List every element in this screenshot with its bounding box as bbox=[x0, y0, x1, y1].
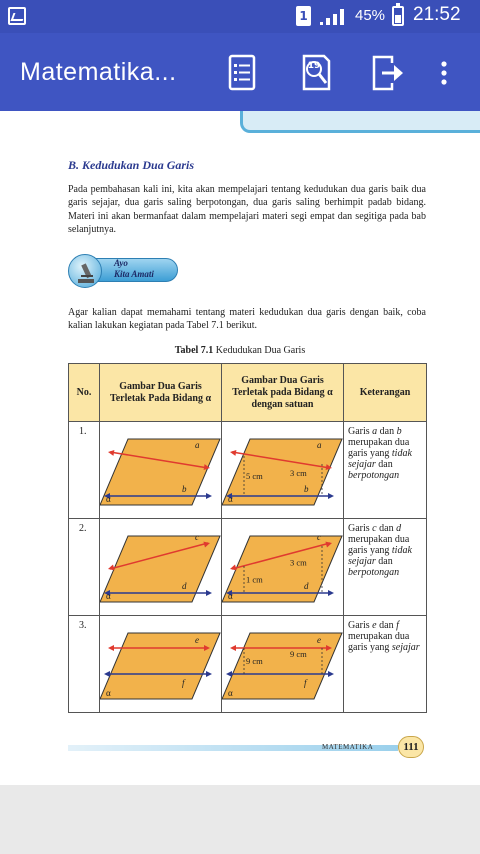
line-label: b bbox=[182, 484, 187, 494]
plane-label: α bbox=[228, 688, 233, 698]
microscope-icon bbox=[68, 254, 102, 288]
description-cell bbox=[344, 616, 427, 713]
description-text: Garis bbox=[348, 620, 373, 631]
header-figure: Gambar Dua Garis Terletak Pada Bidang α bbox=[100, 364, 222, 422]
sim-slot-icon: 1 bbox=[296, 6, 311, 26]
plane-alpha bbox=[100, 439, 220, 505]
page-footer bbox=[68, 743, 426, 753]
arrow-head bbox=[206, 671, 212, 677]
plane-alpha bbox=[222, 439, 342, 505]
table-row bbox=[69, 616, 427, 713]
figure-cell-units bbox=[222, 422, 344, 519]
ayo-line1: Ayo bbox=[114, 258, 128, 268]
table-header-row bbox=[69, 364, 427, 422]
line-label: a bbox=[317, 440, 322, 450]
figure-cell bbox=[100, 616, 222, 713]
description-text: merupakan dua garis yang bbox=[348, 534, 410, 556]
description-text: sejajar bbox=[391, 642, 420, 653]
description-text: f bbox=[396, 620, 399, 631]
page-header-band bbox=[240, 111, 480, 133]
plane-label: α bbox=[106, 494, 111, 504]
parallelogram-figure bbox=[222, 422, 344, 519]
arrow-head bbox=[206, 493, 212, 499]
figure-cell-units bbox=[222, 616, 344, 713]
line-label: b bbox=[304, 484, 309, 494]
plane-alpha bbox=[222, 633, 342, 699]
description-cell bbox=[344, 519, 427, 616]
document-page[interactable] bbox=[0, 111, 480, 785]
plane-alpha bbox=[222, 536, 342, 602]
description-cell bbox=[344, 422, 427, 519]
clock: 21:52 bbox=[413, 4, 461, 25]
row-number: 1. bbox=[69, 422, 100, 519]
parallelogram-figure bbox=[100, 616, 222, 713]
arrow-head bbox=[230, 645, 236, 651]
description-text: Garis bbox=[348, 523, 373, 534]
parallelogram-figure bbox=[222, 616, 344, 713]
plane-label: α bbox=[106, 591, 111, 601]
description-text: dan bbox=[376, 523, 397, 534]
description-text: dan bbox=[375, 459, 393, 470]
description-text: tidak sejajar bbox=[348, 448, 412, 470]
row-number: 2. bbox=[69, 519, 100, 616]
header-keterangan: Keterangan bbox=[344, 364, 427, 422]
description-text: berpotongan bbox=[348, 470, 400, 481]
arrow-head bbox=[206, 590, 212, 596]
app-bar bbox=[0, 33, 480, 111]
line-label: f bbox=[182, 678, 185, 688]
arrow-head bbox=[328, 590, 334, 596]
status-bar bbox=[0, 0, 480, 33]
row-number: 3. bbox=[69, 616, 100, 713]
description-text: berpotongan bbox=[348, 567, 400, 578]
signal-icon bbox=[320, 8, 348, 26]
description-text: c bbox=[372, 523, 377, 534]
activity-paragraph: Agar kalian dapat memahami tentang materi kedudukan dua garis dengan baik, coba kalian lakukan kegiatan pada Tabel 7.1 berikut. bbox=[68, 307, 426, 332]
description-text: dan bbox=[375, 556, 393, 567]
description-text: dan bbox=[377, 426, 397, 437]
table-row bbox=[69, 519, 427, 616]
figure-cell bbox=[100, 519, 222, 616]
line-label: e bbox=[317, 635, 321, 645]
description-text: dan bbox=[376, 620, 397, 631]
table-of-contents-button[interactable] bbox=[222, 53, 262, 93]
arrow-head bbox=[328, 671, 334, 677]
line-label: a bbox=[195, 440, 200, 450]
ayo-kita-amati-badge bbox=[68, 254, 178, 288]
battery-percent: 45% bbox=[355, 7, 386, 24]
description-text: tidak sejajar bbox=[348, 545, 412, 567]
export-icon bbox=[368, 53, 408, 93]
page-badge: 19 bbox=[307, 61, 321, 71]
list-icon bbox=[222, 53, 262, 93]
description-text: d bbox=[396, 523, 402, 534]
description-text: b bbox=[396, 426, 402, 437]
more-vert-icon bbox=[432, 53, 456, 93]
arrow-head bbox=[226, 671, 232, 677]
line-label: e bbox=[195, 635, 199, 645]
plane-label: α bbox=[228, 591, 233, 601]
arrow-head bbox=[108, 449, 115, 456]
arrow-head bbox=[230, 449, 237, 456]
parallelogram-figure bbox=[100, 422, 222, 519]
header-no: No. bbox=[69, 364, 100, 422]
arrow-head bbox=[328, 493, 334, 499]
arrow-head bbox=[108, 645, 114, 651]
plane-label: α bbox=[106, 688, 111, 698]
table-caption: Tabel 7.1 Kedudukan Dua Garis bbox=[174, 345, 306, 356]
table-row bbox=[69, 422, 427, 519]
plane-alpha bbox=[100, 633, 220, 699]
page-number: 111 bbox=[398, 736, 424, 758]
measure-right: 9 cm bbox=[290, 649, 307, 659]
footer-label: MATEMATIKA bbox=[322, 743, 374, 751]
section-heading: B. Kedudukan Dua Garis bbox=[68, 158, 195, 172]
battery-charging-icon bbox=[392, 6, 404, 26]
intro-paragraph: Pada pembahasan kali ini, kita akan mempelajari tentang kedudukan dua garis baik dua garis sejajar, dua garis saling berpotongan, dua garis saling berhimpit padab bidang. Materi ini akan bermanfaat dalam mempelajari materi segi empat dan segitiga pada bab selanjutnya. bbox=[68, 184, 426, 236]
measure-left: 5 cm bbox=[246, 471, 263, 481]
parallelogram-figure bbox=[100, 519, 222, 616]
description-text: merupakan dua garis yang bbox=[348, 631, 410, 653]
description-text: Garis bbox=[348, 426, 373, 437]
page-search-icon bbox=[296, 53, 336, 93]
line-label: d bbox=[182, 581, 187, 591]
measure-left: 9 cm bbox=[246, 656, 263, 666]
arrow-head bbox=[104, 671, 110, 677]
export-button[interactable] bbox=[368, 53, 408, 93]
measure-right: 3 cm bbox=[290, 557, 307, 568]
document-title: Matematika... bbox=[20, 58, 177, 86]
line-label: f bbox=[304, 678, 307, 688]
measure-right: 3 cm bbox=[290, 468, 307, 478]
line-label: c bbox=[317, 532, 321, 542]
plane-label: α bbox=[228, 494, 233, 504]
lines-table bbox=[68, 363, 427, 713]
image-notification-icon bbox=[8, 7, 26, 25]
figure-cell-units bbox=[222, 519, 344, 616]
ayo-line2: Kita Amati bbox=[114, 269, 154, 279]
plane-alpha bbox=[100, 536, 220, 602]
figure-cell bbox=[100, 422, 222, 519]
go-to-page-button[interactable] bbox=[296, 53, 336, 93]
description-text: merupakan dua garis yang bbox=[348, 437, 410, 459]
more-options-button[interactable] bbox=[432, 53, 456, 93]
parallelogram-figure bbox=[222, 519, 344, 616]
line-label: d bbox=[304, 581, 309, 591]
measure-left: 1 cm bbox=[246, 574, 263, 585]
line-label: c bbox=[195, 532, 199, 542]
description-text: a bbox=[372, 426, 378, 437]
description-text: e bbox=[372, 620, 377, 631]
header-figure-units: Gambar Dua Garis Terletak pada Bidang α dengan satuan bbox=[222, 364, 344, 422]
